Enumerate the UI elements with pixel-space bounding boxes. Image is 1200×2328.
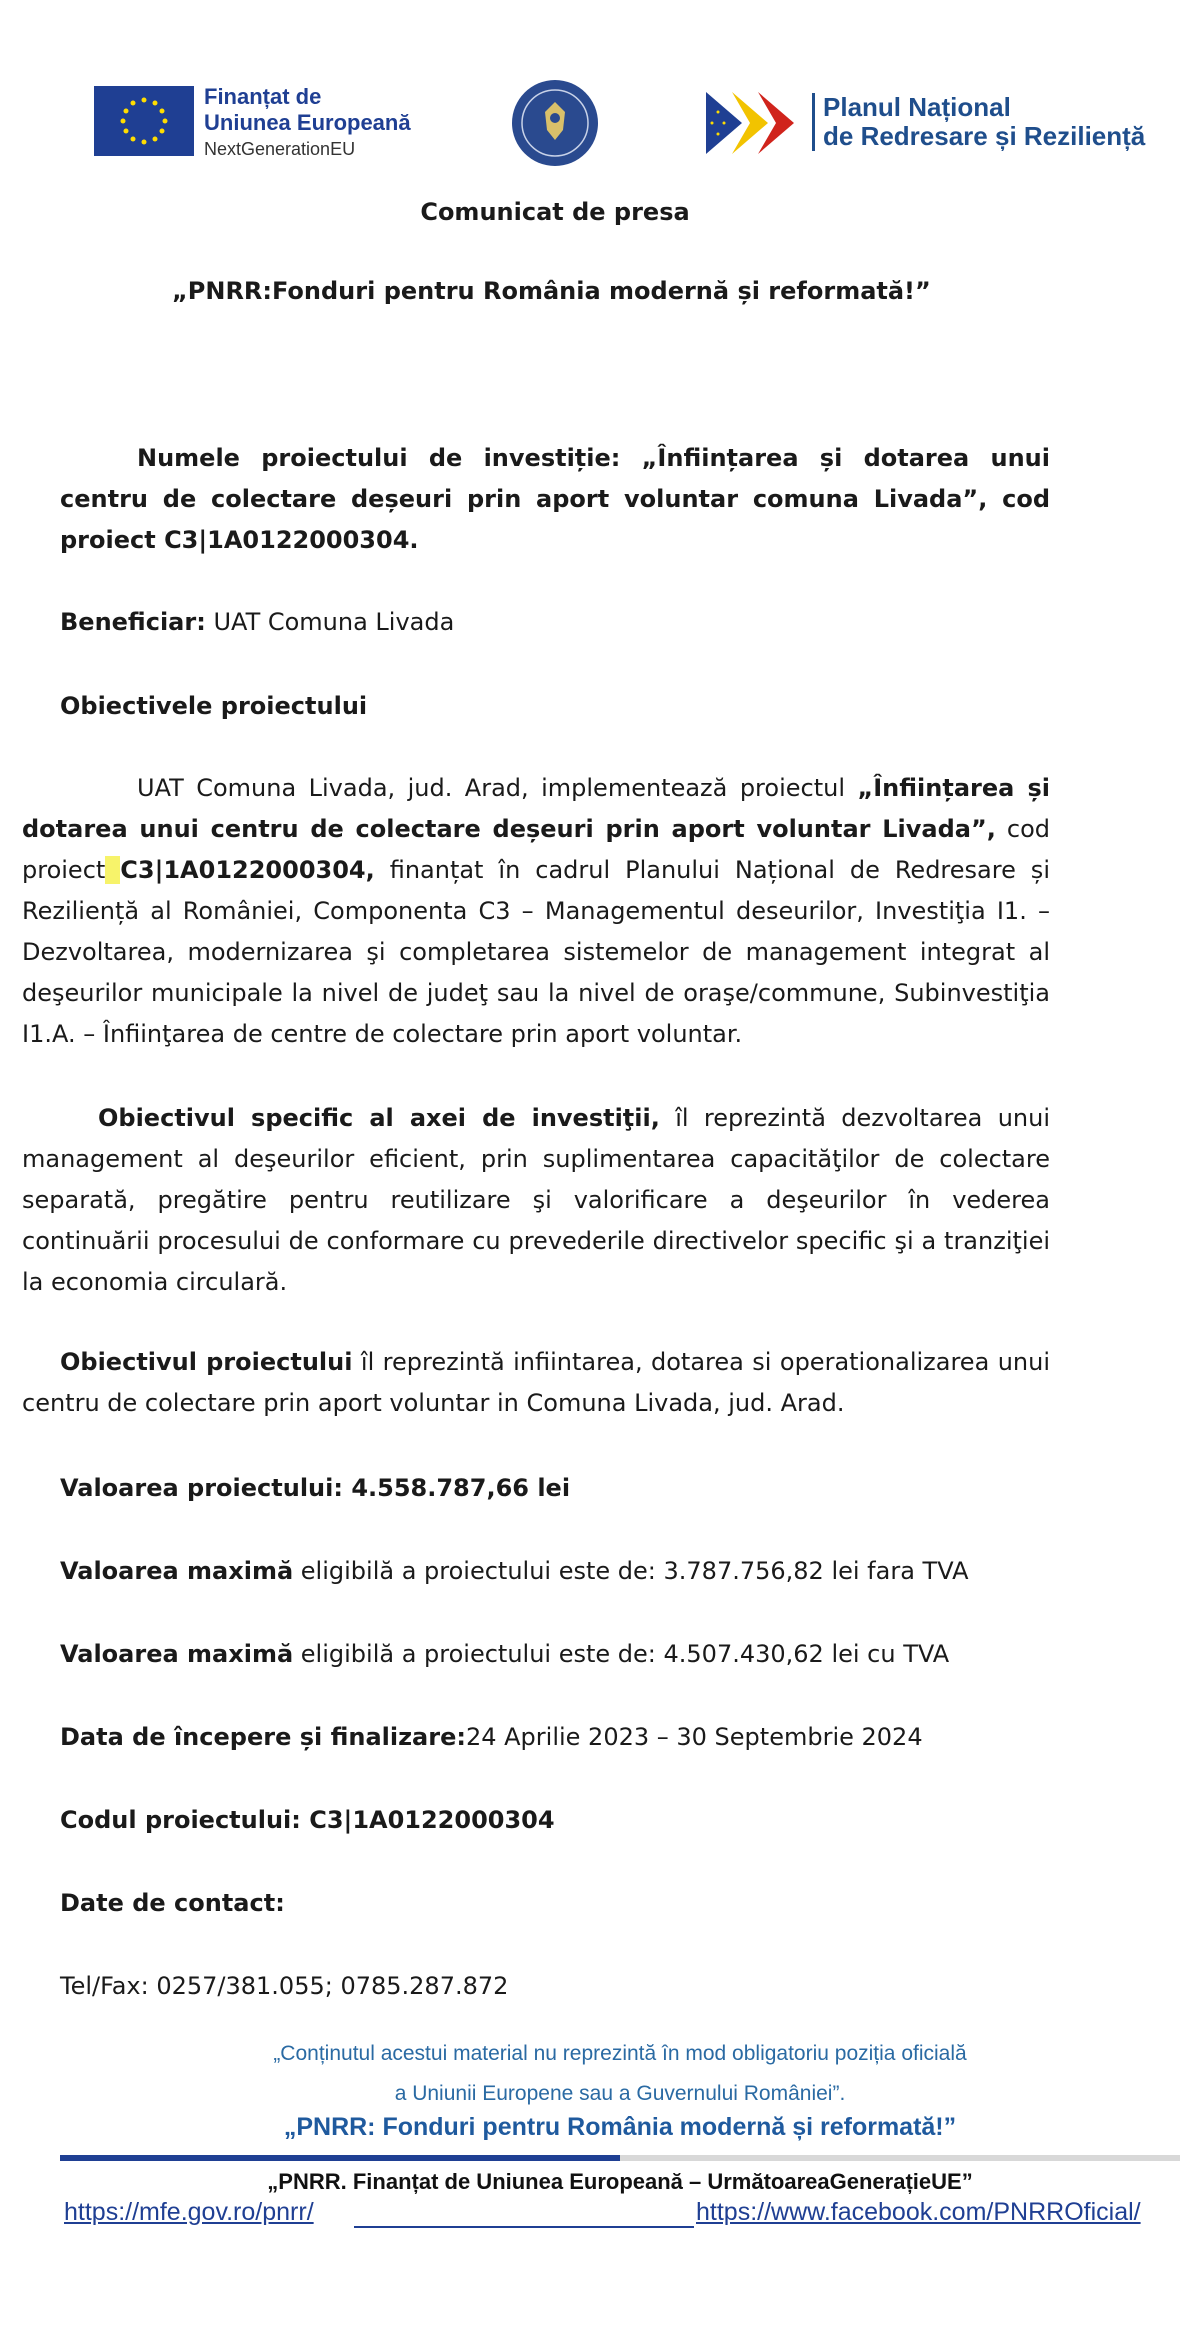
eu-line-1: Finanțat de bbox=[204, 84, 322, 109]
p2-bold: Obiectivul specific al axei de investiţii, bbox=[98, 1104, 660, 1132]
project-objective-paragraph bbox=[22, 1342, 1050, 1424]
project-code: Codul proiectului: C3|1A0122000304 bbox=[60, 1806, 555, 1834]
footer-disclaimer-1: „Conținutul acestui material nu reprezintă în mod obligatoriu poziția oficială bbox=[273, 2042, 967, 2065]
max-value-vat bbox=[60, 1640, 949, 1668]
eu-flag-logo bbox=[94, 86, 194, 156]
eu-funding-text bbox=[204, 84, 411, 162]
eu-line-3: NextGenerationEU bbox=[204, 139, 356, 159]
footer-divider bbox=[60, 2155, 1180, 2161]
max2-bold: Valoarea maximă bbox=[60, 1640, 294, 1668]
document-slogan: „PNRR:Fonduri pentru România modernă și reformată!” bbox=[172, 277, 931, 305]
p1-text-1: UAT Comuna Livada, jud. Arad, implementează proiectul bbox=[137, 774, 858, 802]
p3-bold: Obiectivul proiectului bbox=[60, 1348, 353, 1376]
p1-project-code: C3|1A0122000304, bbox=[120, 856, 375, 884]
dates-bold: Data de începere și finalizare: bbox=[60, 1723, 466, 1751]
eu-line-2: Uniunea Europeană bbox=[204, 110, 411, 135]
contact-phone: Tel/Fax: 0257/381.055; 0785.287.872 bbox=[60, 1972, 509, 2000]
footer-eu-text: „PNRR. Finanțat de Uniunea Europeană – UrmătoareaGenerațieUE” bbox=[267, 2169, 973, 2194]
pnrr-title bbox=[812, 93, 1145, 151]
p1-project-title: „Înființarea și dotarea unui centru de colectare deșeuri prin aport voluntar Livada”, bbox=[22, 774, 1051, 843]
p1-text-2: cod proiect bbox=[22, 815, 1050, 884]
government-seal-logo bbox=[510, 78, 600, 168]
objectives-heading: Obiectivele proiectului bbox=[60, 692, 368, 720]
p1-highlight bbox=[105, 856, 120, 884]
specific-objective-paragraph bbox=[22, 1098, 1050, 1303]
facebook-link[interactable]: https://www.facebook.com/PNRROficial/ bbox=[696, 2198, 1141, 2226]
footer-link-rule bbox=[354, 2226, 694, 2228]
beneficiary-label: Beneficiar: bbox=[60, 608, 206, 636]
pnrr-line-1: Planul Național bbox=[823, 92, 1011, 122]
pnrr-line-2: de Redresare și Reziliență bbox=[823, 121, 1146, 151]
project-name: Numele proiectului de investiție: „Înființarea și dotarea unui centru de colectare deșeuri prin aport voluntar comuna Livada”, cod proiect C3|1A0122000304. bbox=[60, 444, 1050, 554]
objectives-paragraph bbox=[22, 768, 1050, 1055]
max1-text: eligibilă a proiectului este de: 3.787.756,82 lei fara TVA bbox=[293, 1557, 969, 1585]
p3-text: îl reprezintă infiintarea, dotarea si operationalizarea unui centru de colectare prin aport voluntar in Comuna Livada, jud. Arad. bbox=[22, 1348, 1051, 1417]
max1-bold: Valoarea maximă bbox=[60, 1557, 294, 1585]
beneficiary bbox=[60, 608, 454, 636]
max2-text: eligibilă a proiectului este de: 4.507.430,62 lei cu TVA bbox=[293, 1640, 950, 1668]
footer-slogan: „PNRR: Fonduri pentru România modernă și reformată!” bbox=[283, 2113, 957, 2141]
dates-text: 24 Aprilie 2023 – 30 Septembrie 2024 bbox=[465, 1723, 923, 1751]
document-title: Comunicat de presa bbox=[420, 198, 690, 226]
p1-text-3: finanțat în cadrul Planului Național de Redresare și Reziliență al României, Componenta C3 – Managementul deseurilor, Investiţia I1. – Dezvoltarea, modernizarea şi completarea sistemelor de management integrat al deşeurilor municipale la nivel de judeţ sau la nivel de oraşe/commune, Subinvestiţia I1.A. – Înfiinţarea de centre de colectare prin aport voluntar. bbox=[22, 856, 1050, 1048]
footer-disclaimer-2: a Uniunii Europene sau a Guvernului României”. bbox=[394, 2082, 846, 2105]
beneficiary-value: UAT Comuna Livada bbox=[205, 608, 455, 636]
project-dates bbox=[60, 1723, 923, 1751]
max-value-no-vat bbox=[60, 1557, 969, 1585]
contact-heading: Date de contact: bbox=[60, 1889, 285, 1917]
project-value: Valoarea proiectului: 4.558.787,66 lei bbox=[60, 1474, 571, 1502]
mfe-link[interactable]: https://mfe.gov.ro/pnrr/ bbox=[64, 2198, 314, 2226]
pnrr-logo bbox=[706, 92, 816, 154]
p2-text: îl reprezintă dezvoltarea unui management al deşeurilor eficient, prin suplimentarea capacităţilor de colectare separată, pregătire pentru reutilizare şi valorificare a deşeurilor în vederea continuării procesului de conformare cu prevederile directivelor specific şi a tranziţiei la economia circulară. bbox=[22, 1104, 1050, 1296]
